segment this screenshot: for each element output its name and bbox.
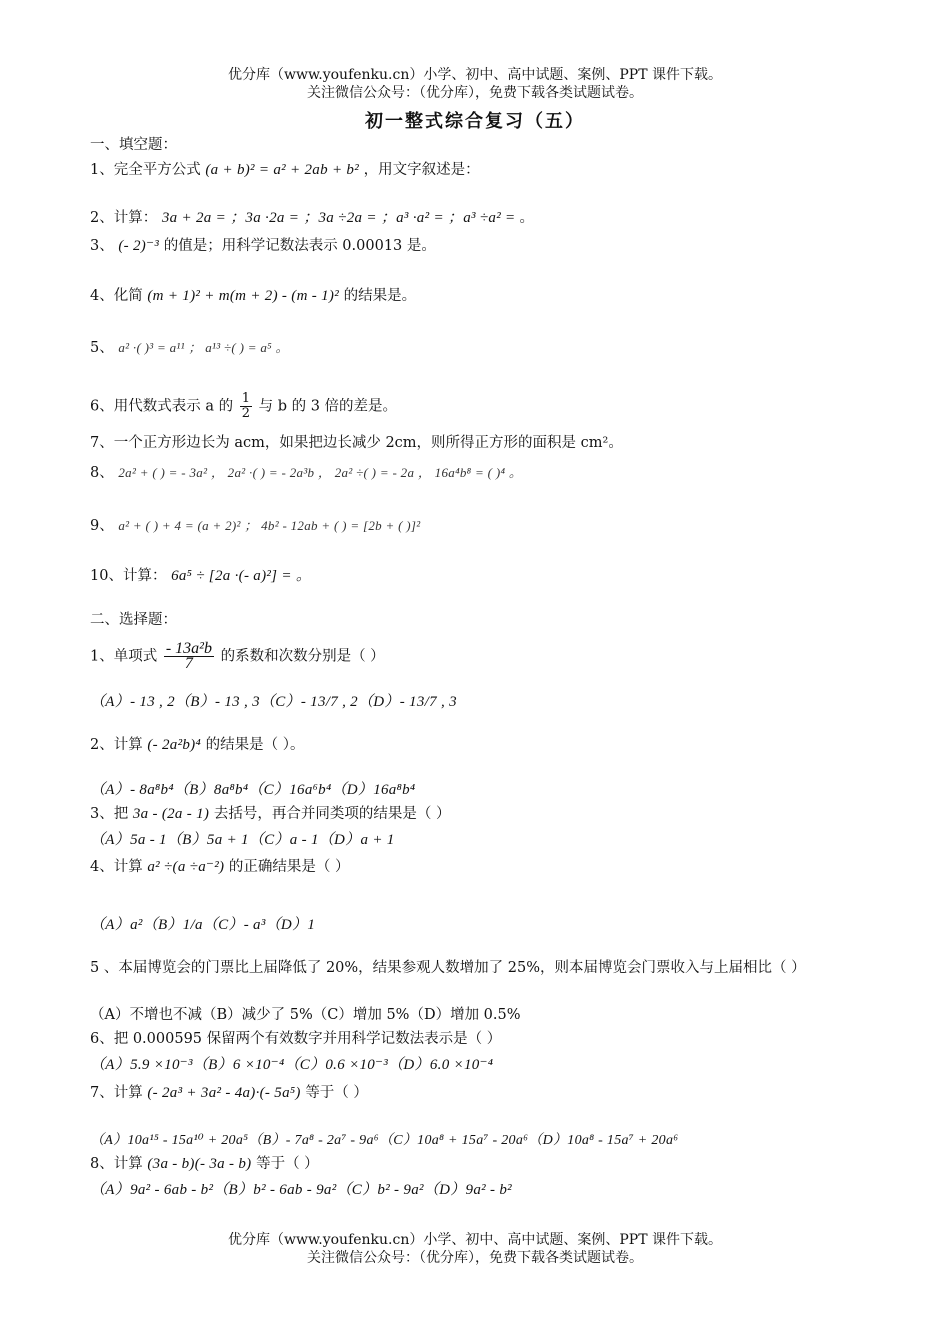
question-pre: 1、单项式 [90,648,158,665]
question-label: 2、计算： [90,210,158,226]
fraction-numerator: 1 [241,391,250,406]
question-math: a² + ( ) + 4 = (a + 2)² ； 4b² - 12ab + ( ) = [2b + ( )]² [118,518,421,533]
header-wechat-line: 关注微信公众号：（优分库），免费下载各类试题试卷。 [307,85,643,101]
question-label: 8、计算 [90,1156,143,1172]
question-1-10 [90,566,880,586]
fraction-denominator: 2 [241,406,250,421]
question-2-7-options [90,1130,880,1151]
question-math: (a + b)² = a² + 2ab + b² [205,162,360,178]
question-label: 8、 [90,465,114,481]
question-pre: 6、用代数式表示 a 的 [90,398,234,415]
options-text: （A）5.9 ×10⁻³（B）6 ×10⁻⁴（C）0.6 ×10⁻³（D）6.0 ×10⁻⁴ [90,1057,494,1073]
question-tail: ，用文字叙述是： [363,162,480,178]
question-2-4-options [90,915,880,935]
page-title: 初一整式综合复习（五） [365,111,585,132]
question-label: 5、 [90,340,114,356]
question-1-3 [90,236,880,256]
fraction-denominator: 7 [184,655,193,672]
question-2-6-options [90,1055,880,1075]
footer-wechat-line: 关注微信公众号：（优分库），免费下载各类试题试卷。 [307,1250,643,1266]
question-2-5-options: （A）不增也不减（B）减少了 5%（C）增加 5%（D）增加 0.5% [90,1007,521,1023]
question-math: 3a - (2a - 1) [132,806,210,822]
question-post: 与 b 的 3 倍的差是。 [258,398,398,415]
question-2-8-options [90,1180,880,1200]
question-1-6 [90,392,880,421]
question-1-1 [90,160,880,180]
question-math: (- 2a³ + 3a² - 4a)·(- 5a⁵) [147,1085,301,1101]
question-label: 9、 [90,518,114,534]
question-math: (- 2)⁻³ [118,238,160,254]
question-2-6: 6、把 0.000595 保留两个有效数字并用科学记数法表示是（ ） [90,1031,502,1047]
question-2-3 [90,804,880,824]
question-post: 的系数和次数分别是（ ） [220,648,385,665]
question-tail: 等于（ ） [305,1085,368,1101]
options-text: （A）- 8a⁸b⁴（B）8a⁸b⁴（C）16a⁶b⁴（D）16a⁸b⁴ [90,782,416,798]
footer-promo-line: 优分库（www.youfenku.cn）小学、初中、高中试题、案例、PPT 课件下载。 [227,1232,722,1248]
question-2-1 [90,642,880,671]
options-text: （A）10a¹⁵ - 15a¹⁰ + 20a⁵（B）- 7a⁸ - 2a⁷ - 9a⁶（C）10a⁸ + 15a⁷ - 20a⁶（D）10a⁸ - 15a⁷ + 20a⁶ [90,1133,679,1148]
options-text: （A）5a - 1（B）5a + 1（C）a - 1（D）a + 1 [90,832,395,848]
question-math: (- 2a²b)⁴ [147,737,201,753]
question-tail: 等于（ ） [256,1156,319,1172]
question-2-8 [90,1154,880,1174]
question-math: (3a - b)(- 3a - b) [147,1156,252,1172]
question-tail: 去括号，再合并同类项的结果是（ ） [213,806,451,822]
question-label: 2、计算 [90,737,143,753]
options-text: （A）a²（B）1/a（C）- a³（D）1 [90,917,316,933]
question-tail: 的结果是（ ）。 [205,737,305,753]
question-1-2 [90,208,880,228]
question-label: 4、化简 [90,288,143,304]
question-math: 3a + 2a = ；3a ·2a = ；3a ÷2a = ；a³ ·a² = ；a³ ÷a² = [161,210,520,226]
question-math: a² ÷(a ÷a⁻²) [147,859,225,875]
question-tail: 的正确结果是（ ） [228,859,350,875]
question-1-5 [90,338,880,358]
question-2-7 [90,1083,880,1103]
options-text: （A）- 13 , 2（B）- 13 , 3（C）- 13/7 , 2（D）- 13/7 , 3 [90,694,457,710]
question-2-4 [90,857,880,877]
options-text: （A）9a² - 6ab - b²（B）b² - 6ab - 9a²（C）b² - 9a²（D）9a² - b² [90,1182,512,1198]
question-label: 4、计算 [90,859,143,875]
question-2-5: 5 、本届博览会的门票比上届降低了 20%，结果参观人数增加了 25%，则本届博览会门票收入与上届相比（ ） [90,960,806,976]
fraction [164,642,214,671]
question-math: 2a² + ( ) = - 3a² ， 2a² ·( ) = - 2a³b ， 2a² ÷( ) = - 2a ， 16a⁴b⁸ = ( )⁴ 。 [118,465,523,480]
question-1-4 [90,286,880,306]
question-2-2-options [90,780,880,800]
question-2-2 [90,735,880,755]
question-1-9 [90,516,880,536]
question-tail: 的结果是。 [343,288,417,304]
question-1-8 [90,463,880,483]
fraction-numerator: - 13a²b [165,640,212,657]
question-2-1-options [90,692,880,712]
question-label: 3、把 [90,806,129,822]
question-2-3-options [90,830,880,850]
question-tail: 的值是；用科学记数法表示 0.00013 是。 [163,238,436,254]
header-promo-line: 优分库（www.youfenku.cn）小学、初中、高中试题、案例、PPT 课件下载。 [227,67,722,83]
section1-heading: 一、填空题： [90,137,177,153]
question-math: a² ·( )³ = a¹¹ ； a¹³ ÷( ) = a⁵ 。 [118,340,289,355]
question-1-7: 7、一个正方形边长为 acm，如果把边长减少 2cm，则所得正方形的面积是 cm²。 [90,435,623,451]
question-math: (m + 1)² + m(m + 2) - (m - 1)² [147,288,339,304]
question-label: 1、完全平方公式 [90,162,201,178]
fraction [240,392,252,421]
section2-heading: 二、选择题： [90,612,177,628]
question-label: 10、计算： [90,568,167,584]
question-tail: 。 [519,210,535,226]
question-label: 7、计算 [90,1085,143,1101]
question-label: 3、 [90,238,114,254]
question-math: 6a⁵ ÷ [2a ·(- a)²] = 。 [171,568,312,584]
